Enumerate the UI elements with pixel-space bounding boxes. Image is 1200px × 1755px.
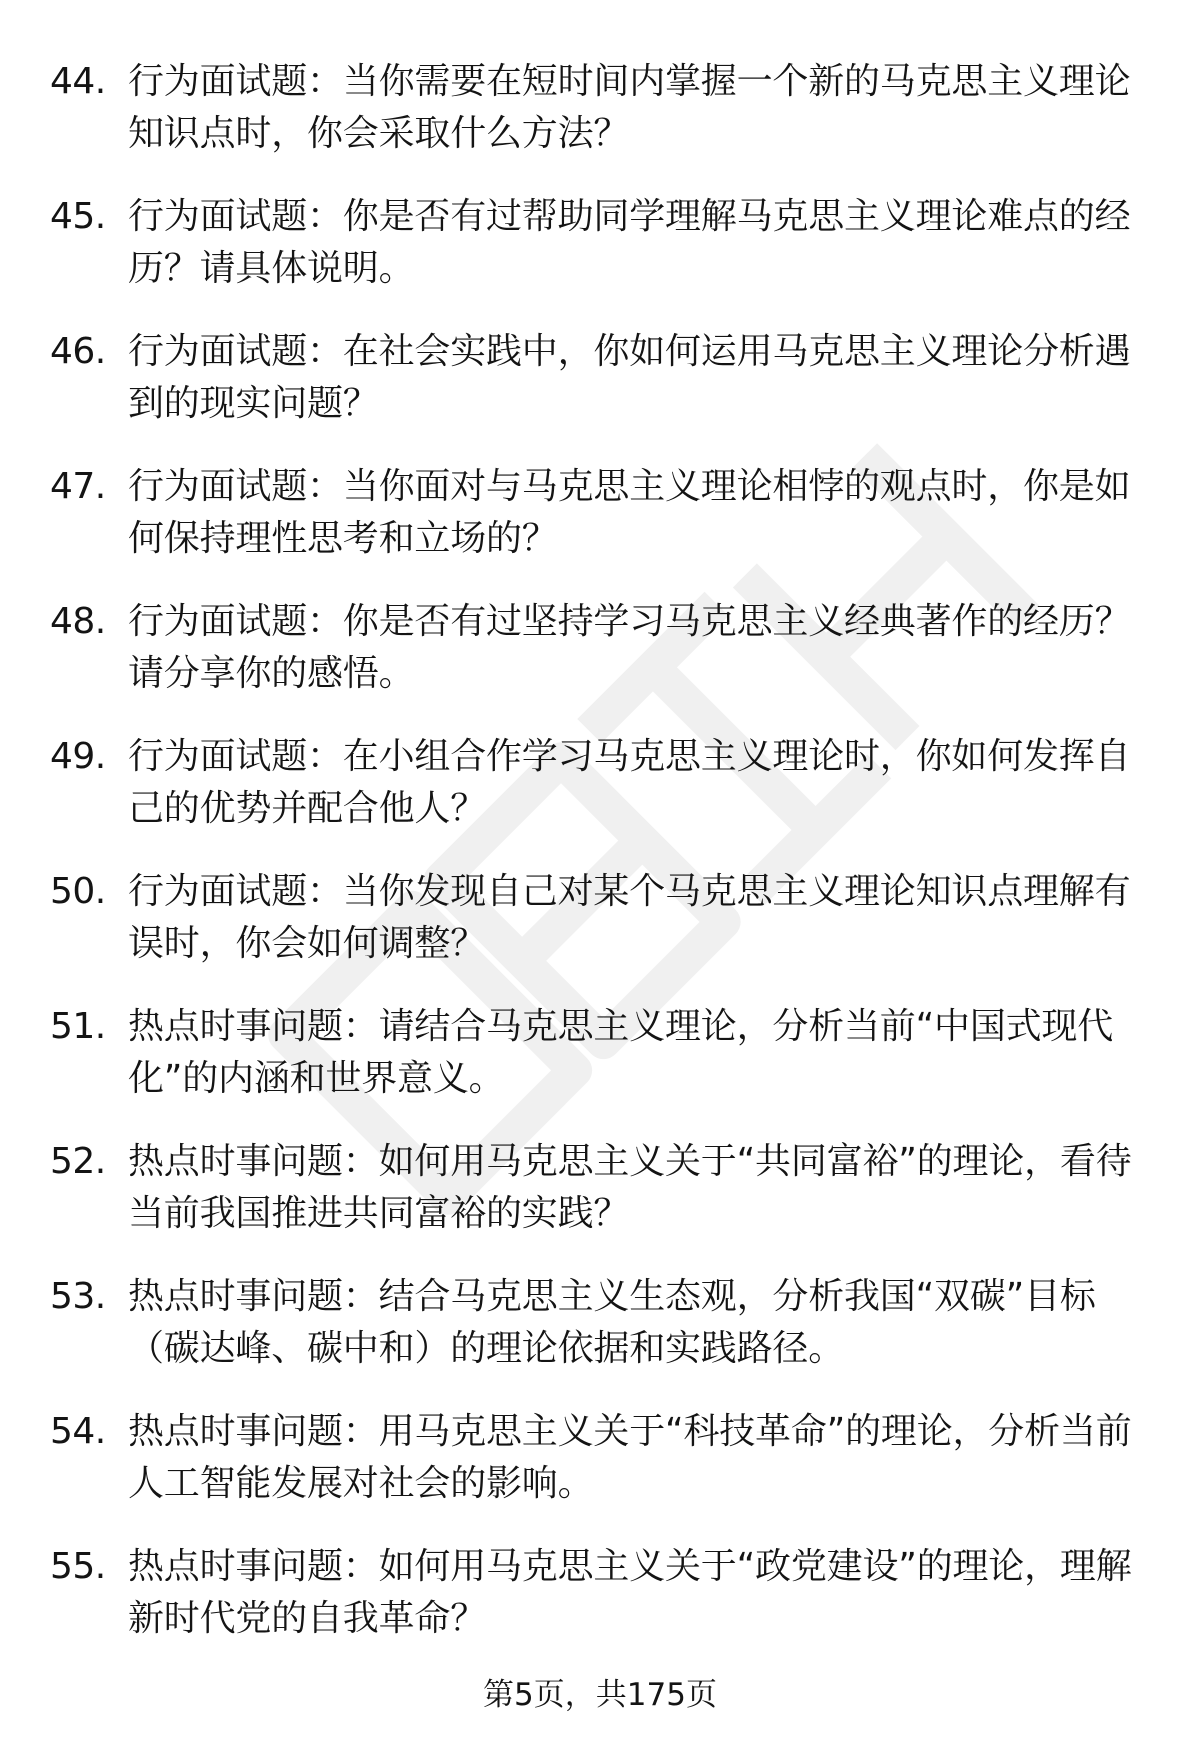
question-number: 48. (50, 601, 106, 642)
question-item (0, 461, 1200, 596)
question-item (0, 56, 1200, 191)
question-item (0, 1541, 1200, 1676)
question-item (0, 326, 1200, 461)
question-item (0, 191, 1200, 326)
question-number: 50. (50, 871, 106, 912)
question-item (0, 1406, 1200, 1541)
question-text: 行为面试题：在社会实践中，你如何运用马克思主义理论分析遇到的现实问题？ (128, 331, 1131, 424)
question-item (0, 731, 1200, 866)
question-number: 55. (50, 1546, 106, 1587)
question-text: 行为面试题：当你面对与马克思主义理论相悖的观点时，你是如何保持理性思考和立场的？ (128, 466, 1131, 559)
question-item (0, 1136, 1200, 1271)
question-item (0, 1001, 1200, 1136)
question-text: 行为面试题：当你需要在短时间内掌握一个新的马克思主义理论知识点时，你会采取什么方法？ (128, 61, 1131, 154)
question-item (0, 1271, 1200, 1406)
question-text: 热点时事问题：请结合马克思主义理论，分析当前“中国式现代化”的内涵和世界意义。 (128, 1006, 1114, 1099)
question-number: 47. (50, 466, 106, 507)
question-number: 51. (50, 1006, 106, 1047)
question-number: 46. (50, 331, 106, 372)
question-number: 44. (50, 61, 106, 102)
question-number: 53. (50, 1276, 106, 1317)
page-footer: 第5页，共175页 (483, 1677, 717, 1713)
question-text: 热点时事问题：结合马克思主义生态观，分析我国“双碳”目标（碳达峰、碳中和）的理论依据和实践路径。 (128, 1276, 1096, 1369)
question-text: 行为面试题：当你发现自己对某个马克思主义理论知识点理解有误时，你会如何调整？ (128, 871, 1131, 964)
question-item (0, 866, 1200, 1001)
question-text: 行为面试题：在小组合作学习马克思主义理论时，你如何发挥自己的优势并配合他人？ (128, 736, 1131, 829)
question-text: 行为面试题：你是否有过帮助同学理解马克思主义理论难点的经历？请具体说明。 (128, 196, 1131, 289)
question-number: 49. (50, 736, 106, 777)
question-text: 热点时事问题：如何用马克思主义关于“共同富裕”的理论，看待当前我国推进共同富裕的实践？ (128, 1141, 1132, 1234)
question-text: 行为面试题：你是否有过坚持学习马克思主义经典著作的经历？请分享你的感悟。 (128, 601, 1131, 694)
question-number: 54. (50, 1411, 106, 1452)
question-item (0, 596, 1200, 731)
question-text: 热点时事问题：用马克思主义关于“科技革命”的理论，分析当前人工智能发展对社会的影响。 (128, 1411, 1132, 1504)
question-number: 52. (50, 1141, 106, 1182)
question-number: 45. (50, 196, 106, 237)
question-list (0, 56, 1200, 1676)
question-text: 热点时事问题：如何用马克思主义关于“政党建设”的理论，理解新时代党的自我革命？ (128, 1546, 1132, 1639)
